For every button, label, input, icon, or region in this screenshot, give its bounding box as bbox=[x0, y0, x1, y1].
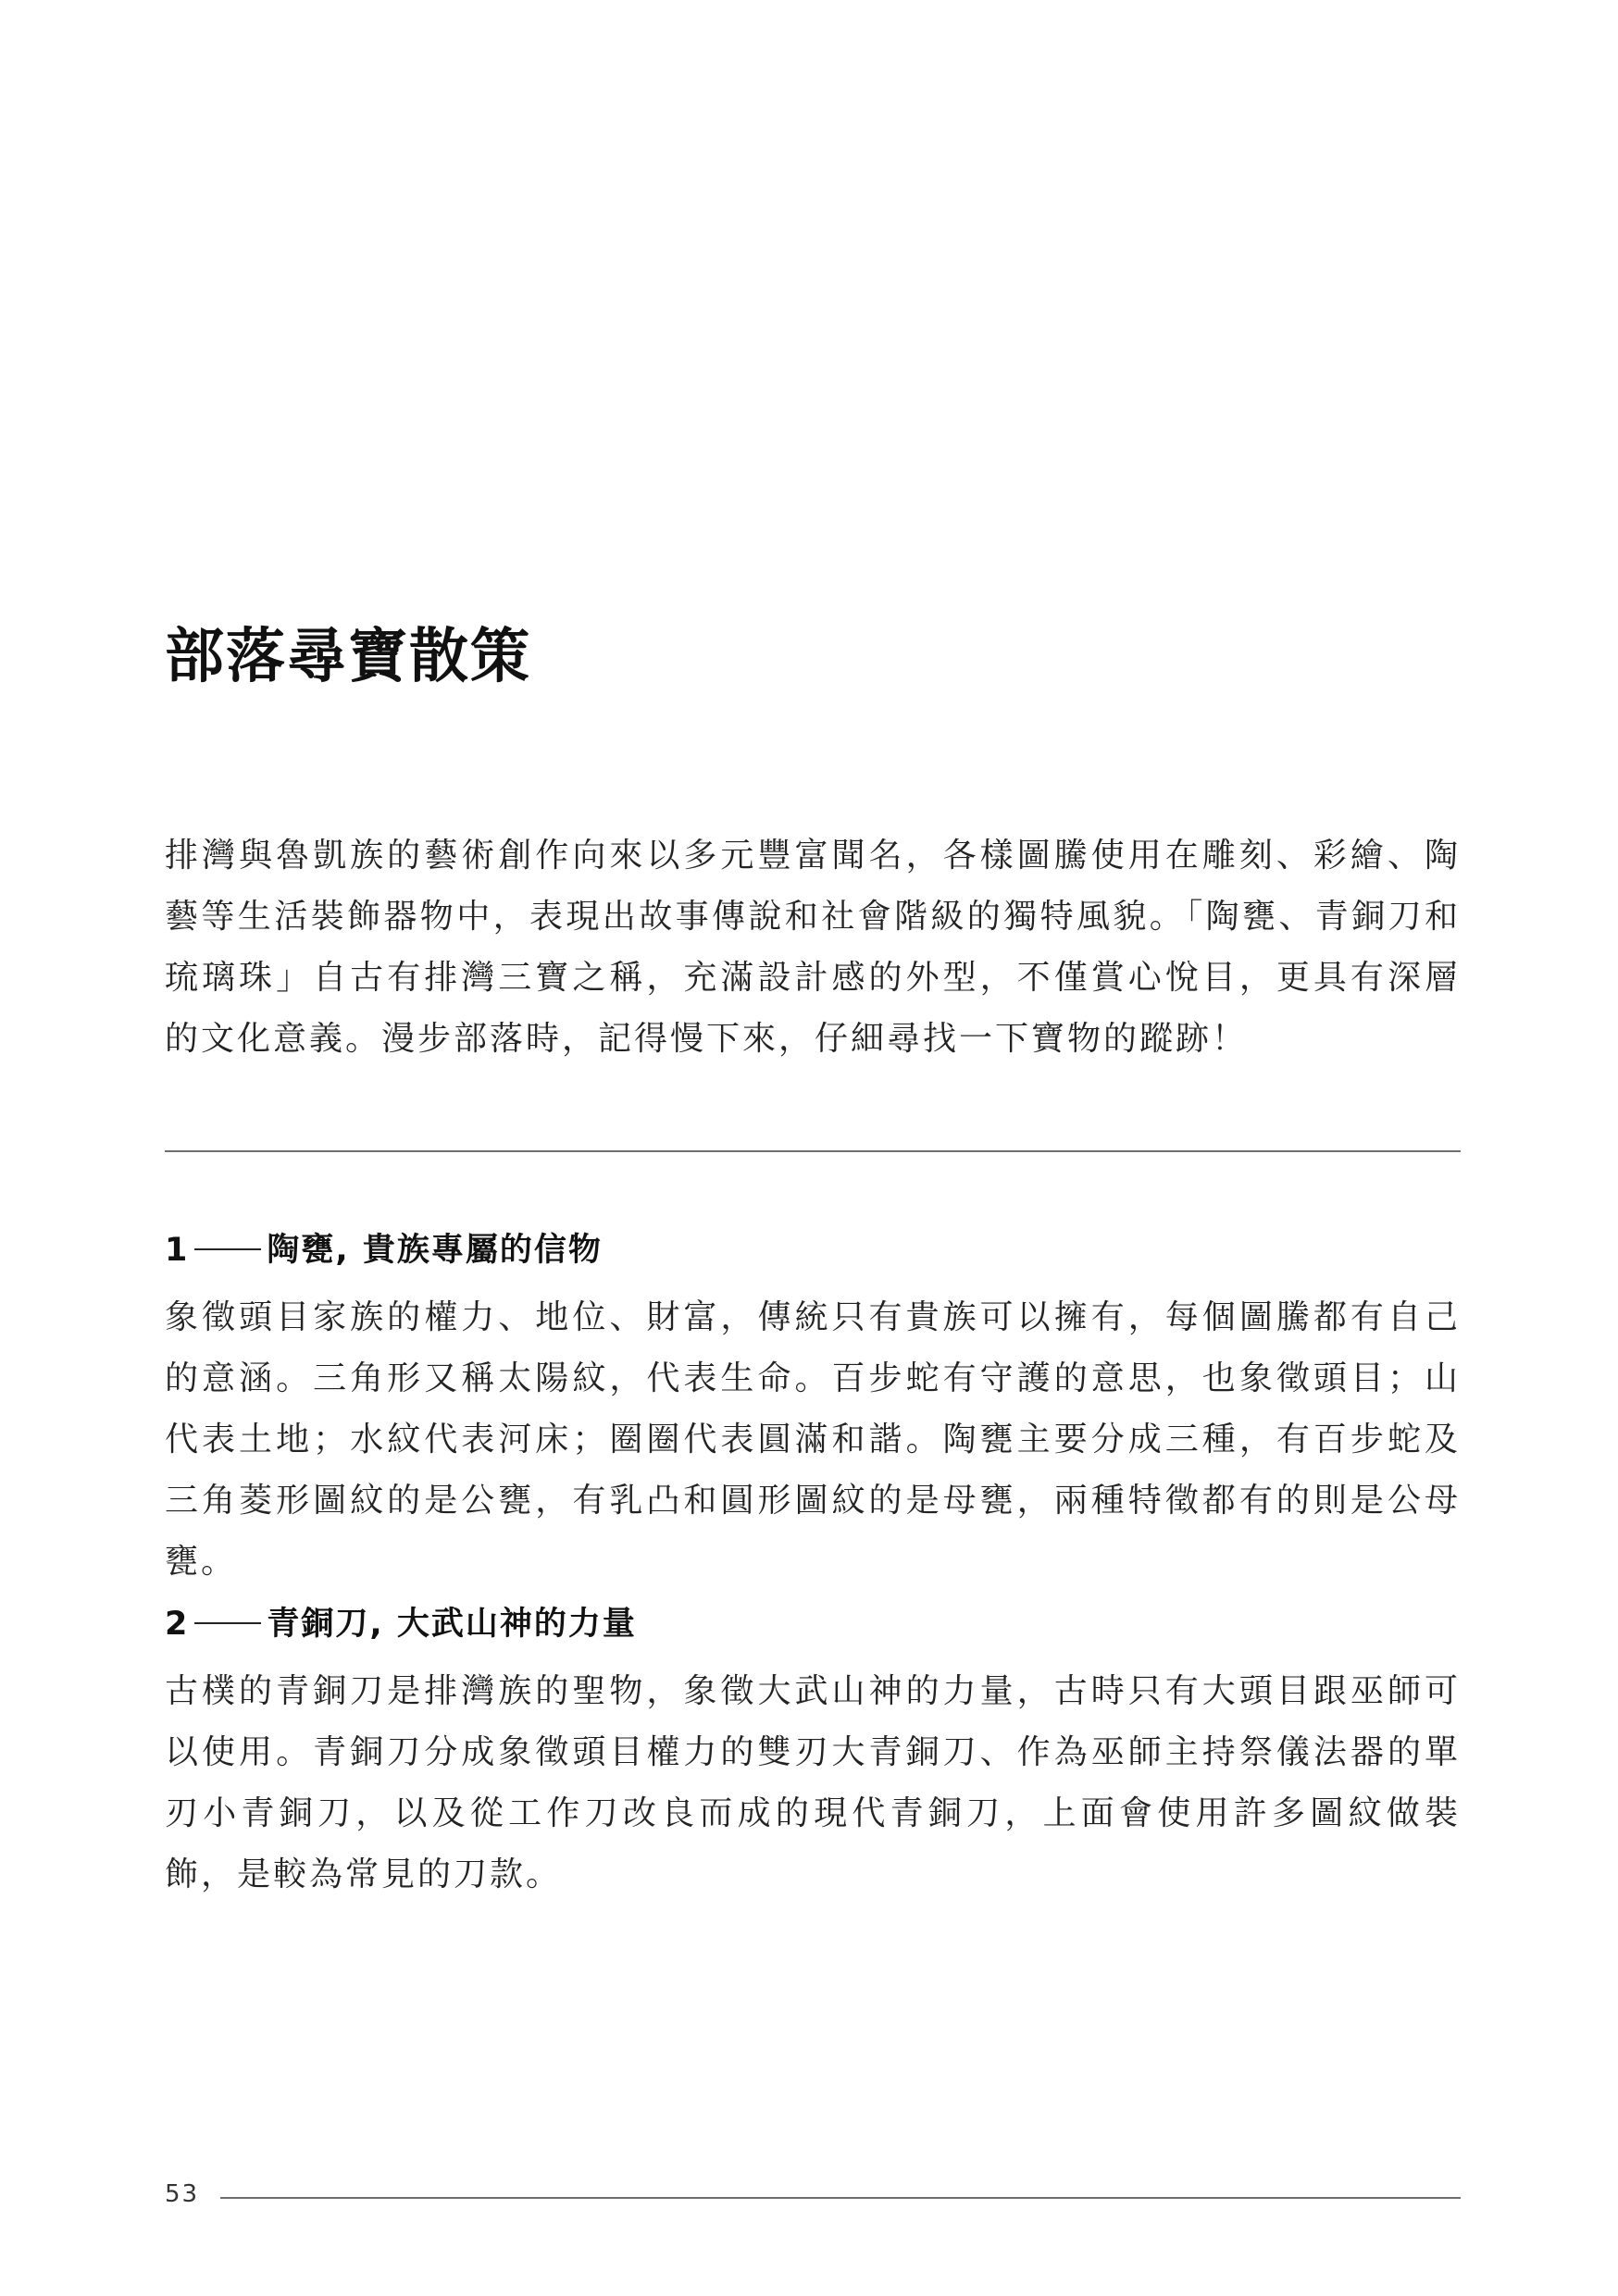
section-title: 陶甕, 貴族專屬的信物 bbox=[267, 1232, 603, 1269]
section-number: 2 bbox=[165, 1606, 190, 1643]
section-number: 1 bbox=[165, 1232, 190, 1269]
footer-rule bbox=[220, 2197, 1461, 2199]
section-heading bbox=[165, 1598, 1461, 1650]
em-dash-rule bbox=[194, 1248, 261, 1250]
section-divider bbox=[165, 1150, 1461, 1152]
page-number: 53 bbox=[165, 2180, 200, 2208]
page-title: 部落尋寶散策 bbox=[165, 623, 531, 691]
intro-paragraph: 排灣與魯凱族的藝術創作向來以多元豐富聞名，各樣圖騰使用在雕刻、彩繪、陶藝等生活裝飾器物中，表現出故事傳說和社會階級的獨特風貌。「陶甕、青銅刀和琉璃珠」自古有排灣三寶之稱，充滿設計感的外型，不僅賞心悅目，更具有深層的文化意義。漫步部落時，記得慢下來，仔細尋找一下寶物的蹤跡！ bbox=[165, 837, 1461, 1058]
em-dash-rule bbox=[194, 1622, 261, 1624]
section-heading bbox=[165, 1224, 1461, 1276]
section-body: 象徵頭目家族的權力、地位、財富，傳統只有貴族可以擁有，每個圖騰都有自己的意涵。三角形又稱太陽紋，代表生命。百步蛇有守護的意思，也象徵頭目；山代表土地；水紋代表河床；圈圈代表圓滿和諧。陶甕主要分成三種，有百步蛇及三角菱形圖紋的是公甕，有乳凸和圓形圖紋的是母甕，兩種特徵都有的則是公母甕。 bbox=[165, 1298, 1461, 1581]
section-bronze-knife bbox=[165, 1598, 1461, 1905]
section-body: 古樸的青銅刀是排灣族的聖物，象徵大武山神的力量，古時只有大頭目跟巫師可以使用。青銅刀分成象徵頭目權力的雙刃大青銅刀、作為巫師主持祭儀法器的單刃小青銅刀，以及從工作刀改良而成的現代青銅刀，上面會使用許多圖紋做裝飾，是較為常見的刀款。 bbox=[165, 1672, 1461, 1893]
section-pottery bbox=[165, 1224, 1461, 1593]
section-title: 青銅刀, 大武山神的力量 bbox=[267, 1606, 637, 1643]
